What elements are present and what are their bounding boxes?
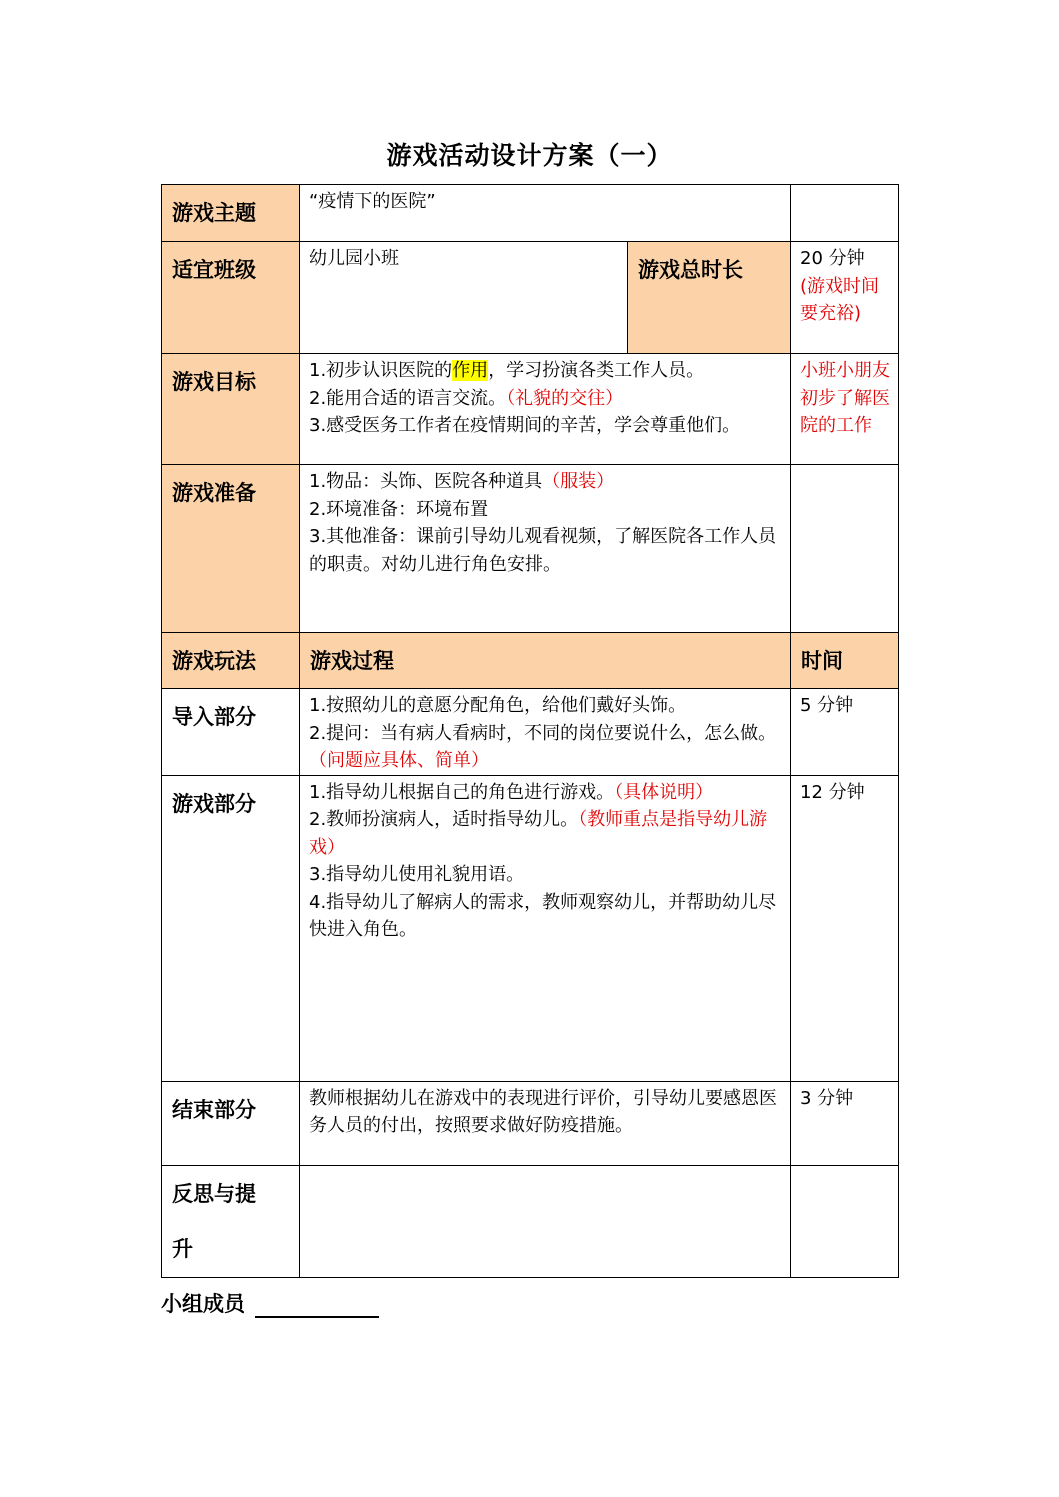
play-item-4: 4.指导幼儿了解病人的需求，教师观察幼儿，并帮助幼儿尽快进入角色。 [309, 891, 777, 940]
class-label-cell [162, 242, 300, 354]
reflection-label: 反思与提升 [172, 1180, 256, 1261]
intro-item-2-note: （问题应具体、简单） [309, 750, 489, 771]
intro-label: 导入部分 [172, 704, 256, 729]
intro-item-1: 1.按照幼儿的意愿分配角色，给他们戴好头饰。 [309, 695, 687, 716]
play-time-cell [791, 775, 899, 1081]
row-intro [162, 689, 899, 776]
goal-item-3: 3.感受医务工作者在疫情期间的辛苦，学会尊重他们。 [309, 415, 741, 436]
intro-item-2: 2.提问：当有病人看病时，不同的岗位要说什么，怎么做。（问题应具体、简单） [309, 722, 777, 771]
play-item-1-note: （具体说明） [614, 781, 714, 803]
goal-item-2: 2.能用合适的语言交流。（礼貌的交往） [309, 387, 624, 409]
duration-label-cell [628, 242, 791, 354]
prep-item-2: 2.环境准备：环境布置 [309, 498, 489, 520]
theme-label: 游戏主题 [172, 200, 256, 225]
duration-label: 游戏总时长 [638, 257, 743, 282]
play-item-3: 3.指导幼儿使用礼貌用语。 [309, 864, 525, 885]
ending-label: 结束部分 [172, 1096, 256, 1122]
theme-value-cell [300, 185, 791, 242]
ending-label-cell [162, 1081, 300, 1165]
goal-item-2-note: （礼貌的交往） [506, 387, 624, 409]
reflection-note-cell [791, 1165, 899, 1277]
row-process-header [162, 633, 899, 689]
prep-content-cell [300, 465, 791, 633]
intro-content-cell [300, 689, 791, 776]
header-col1: 游戏玩法 [172, 648, 256, 673]
goals-content-cell [300, 354, 791, 465]
group-members [161, 1288, 379, 1318]
play-label: 游戏部分 [172, 790, 256, 816]
row-ending [162, 1081, 899, 1165]
header-col1-cell [162, 633, 300, 689]
play-time: 12 分钟 [800, 781, 865, 803]
header-col2: 游戏过程 [310, 648, 394, 673]
row-preparation [162, 465, 899, 633]
group-members-label: 小组成员 [161, 1291, 245, 1316]
goal-item-1: 1.初步认识医院的作用，学习扮演各类工作人员。 [309, 360, 705, 381]
header-col3: 时间 [801, 648, 843, 673]
row-play [162, 775, 899, 1081]
theme-note-cell [791, 185, 899, 242]
theme-value: “疫情下的医院” [309, 191, 436, 212]
goals-note: 小班小朋友初步了解医院的工作 [800, 360, 890, 436]
play-content-cell [300, 775, 791, 1081]
header-col3-cell [791, 633, 899, 689]
theme-label-cell [162, 185, 300, 242]
goals-note-cell [791, 354, 899, 465]
document-title: 游戏活动设计方案（一） [386, 141, 673, 170]
intro-time-cell [791, 689, 899, 776]
prep-label-cell [162, 465, 300, 633]
ending-text: 教师根据幼儿在游戏中的表现进行评价，引导幼儿要感恩医务人员的付出，按照要求做好防疫措施。 [309, 1087, 777, 1136]
row-class-level [162, 242, 899, 354]
ending-time: 3 分钟 [800, 1087, 854, 1109]
intro-label-cell [162, 689, 300, 776]
class-value-cell [300, 242, 628, 354]
highlighted-word: 作用 [452, 360, 489, 381]
header-col2-cell [300, 633, 791, 689]
class-label: 适宜班级 [172, 257, 256, 282]
play-item-1: 1.指导幼儿根据自己的角色进行游戏。（具体说明） [309, 781, 714, 803]
duration-value: 20 分钟 [800, 248, 865, 269]
prep-note-cell [791, 465, 899, 633]
prep-item-1-note: （服装） [542, 471, 615, 492]
row-reflection [162, 1165, 899, 1277]
duration-value-cell [791, 242, 899, 354]
row-theme [162, 185, 899, 242]
class-value: 幼儿园小班 [309, 248, 399, 269]
duration-note: (游戏时间要充裕) [800, 275, 880, 324]
prep-item-1: 1.物品：头饰、医院各种道具（服装） [309, 471, 615, 492]
play-label-cell [162, 775, 300, 1081]
group-members-blank-line [255, 1294, 379, 1318]
play-item-2: 2.教师扮演病人，适时指导幼儿。（教师重点是指导幼儿游戏） [309, 809, 768, 858]
play-item-2-note: （教师重点是指导幼儿游戏） [309, 809, 768, 858]
ending-time-cell [791, 1081, 899, 1165]
goals-label: 游戏目标 [172, 369, 256, 394]
ending-content-cell [300, 1081, 791, 1165]
reflection-content-cell [300, 1165, 791, 1277]
plan-table [161, 184, 899, 1278]
prep-item-3: 3.其他准备：课前引导幼儿观看视频，了解医院各工作人员的职责。对幼儿进行角色安排。 [309, 526, 777, 575]
reflection-label-cell [162, 1165, 300, 1277]
prep-label: 游戏准备 [172, 480, 256, 505]
intro-time: 5 分钟 [800, 695, 854, 716]
row-goals [162, 354, 899, 465]
goals-label-cell [162, 354, 300, 465]
